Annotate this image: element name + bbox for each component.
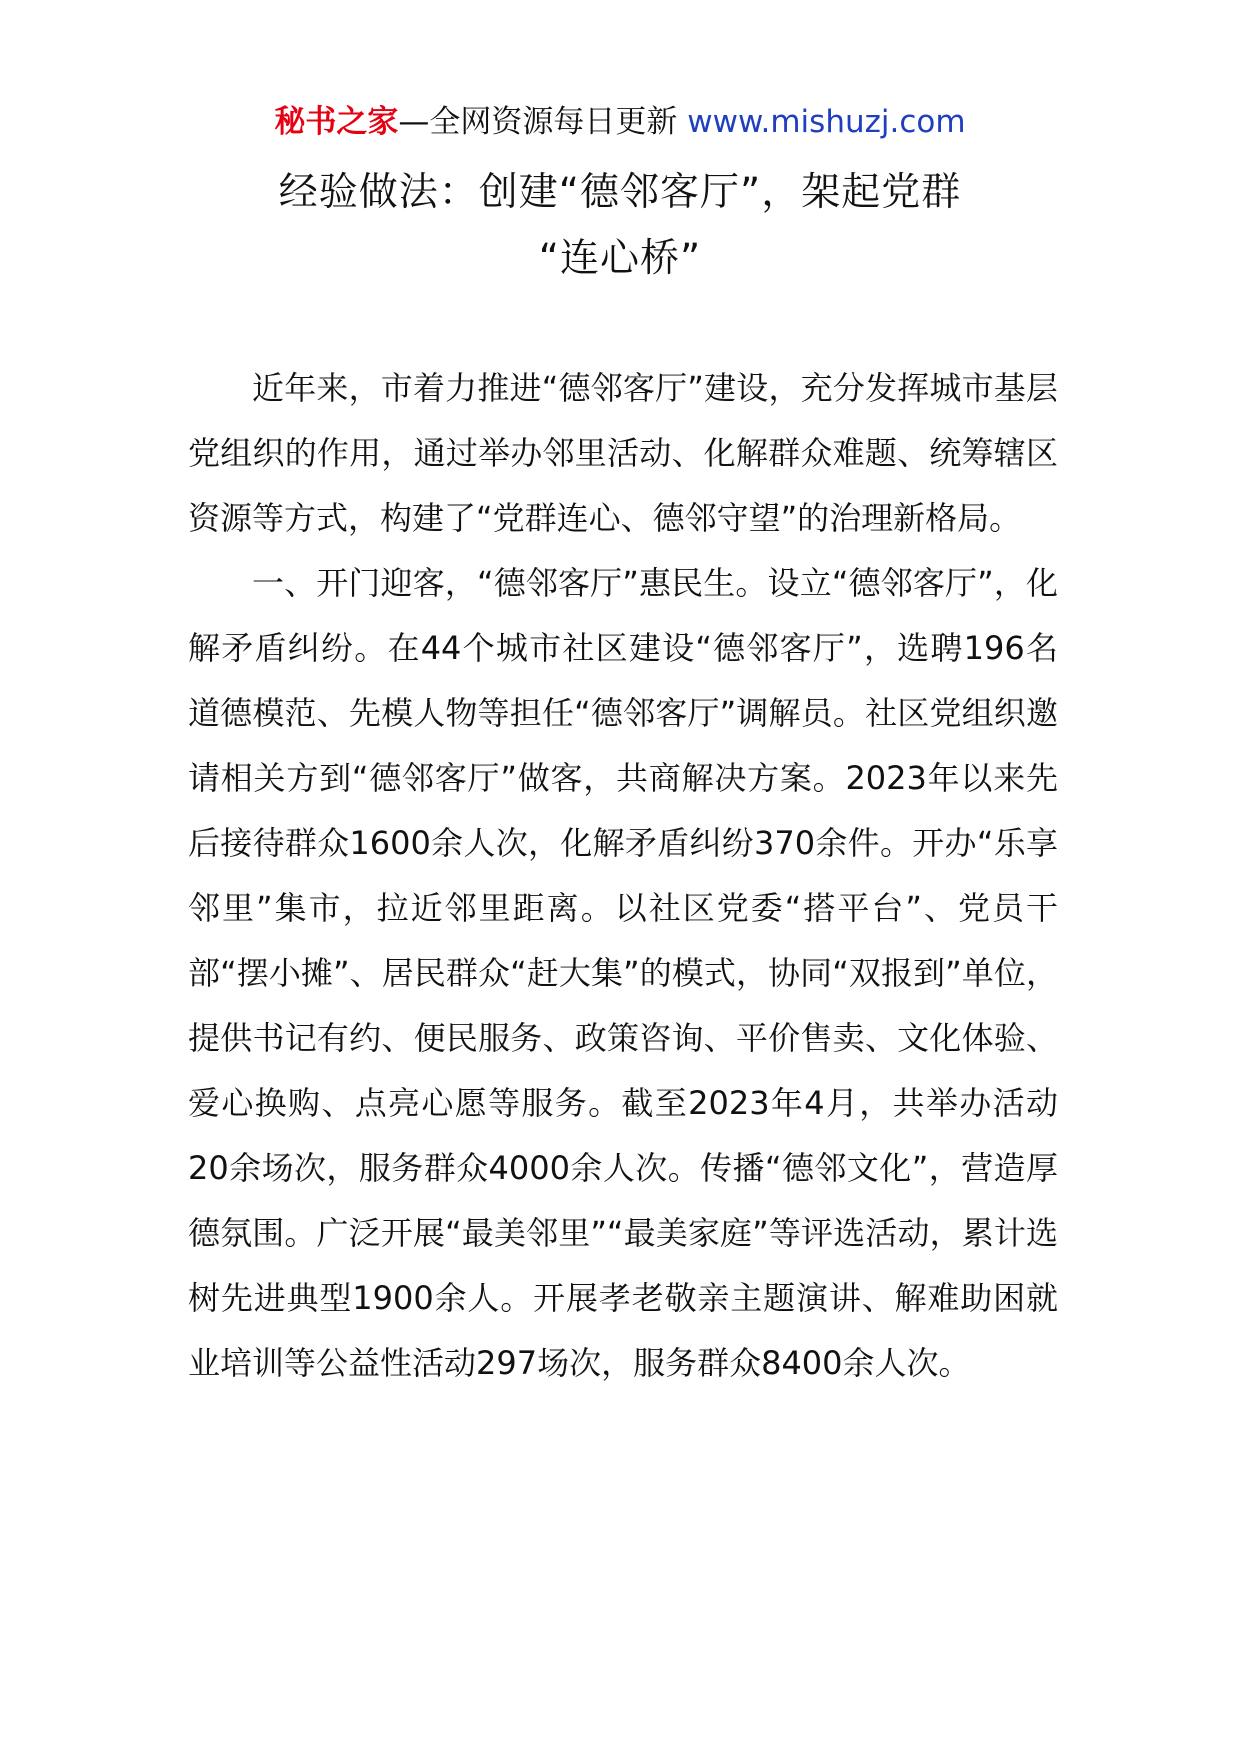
site-header bbox=[0, 100, 1240, 144]
title-line-1: 经验做法：创建“德邻客厅”，架起党群 bbox=[278, 170, 962, 215]
document-body bbox=[188, 356, 1058, 1396]
title-line-2: “连心桥” bbox=[538, 236, 702, 281]
header-brand: 秘书之家 bbox=[274, 104, 399, 140]
header-url-link[interactable]: www.mishuzj.com bbox=[687, 104, 966, 140]
header-tagline: —全网资源每日更新 bbox=[398, 104, 688, 140]
document-title bbox=[150, 160, 1090, 292]
body-paragraph-section-1: 一、开门迎客，“德邻客厅”惠民生。设立“德邻客厅”，化解矛盾纠纷。在44个城市社区建设“德邻客厅”，选聘196名道德模范、先模人物等担任“德邻客厅”调解员。社区党组织邀请相关方到“德邻客厅”做客，共商解决方案。2023年以来先后接待群众1600余人次，化解矛盾纠纷370余件。开办“乐享邻里”集市，拉近邻里距离。以社区党委“搭平台”、党员干部“摆小摊”、居民群众“赶大集”的模式，协同“双报到”单位，提供书记有约、便民服务、政策咨询、平价售卖、文化体验、爱心换购、点亮心愿等服务。截至2023年4月，共举办活动20余场次，服务群众4000余人次。传播“德邻文化”，营造厚德氛围。广泛开展“最美邻里”“最美家庭”等评选活动，累计选树先进典型1900余人。开展孝老敬亲主题演讲、解难助困就业培训等公益性活动297场次，服务群众8400余人次。 bbox=[188, 564, 1058, 1382]
body-paragraph-intro: 近年来，市着力推进“德邻客厅”建设，充分发挥城市基层党组织的作用，通过举办邻里活动、化解群众难题、统筹辖区资源等方式，构建了“党群连心、德邻守望”的治理新格局。 bbox=[188, 369, 1058, 537]
